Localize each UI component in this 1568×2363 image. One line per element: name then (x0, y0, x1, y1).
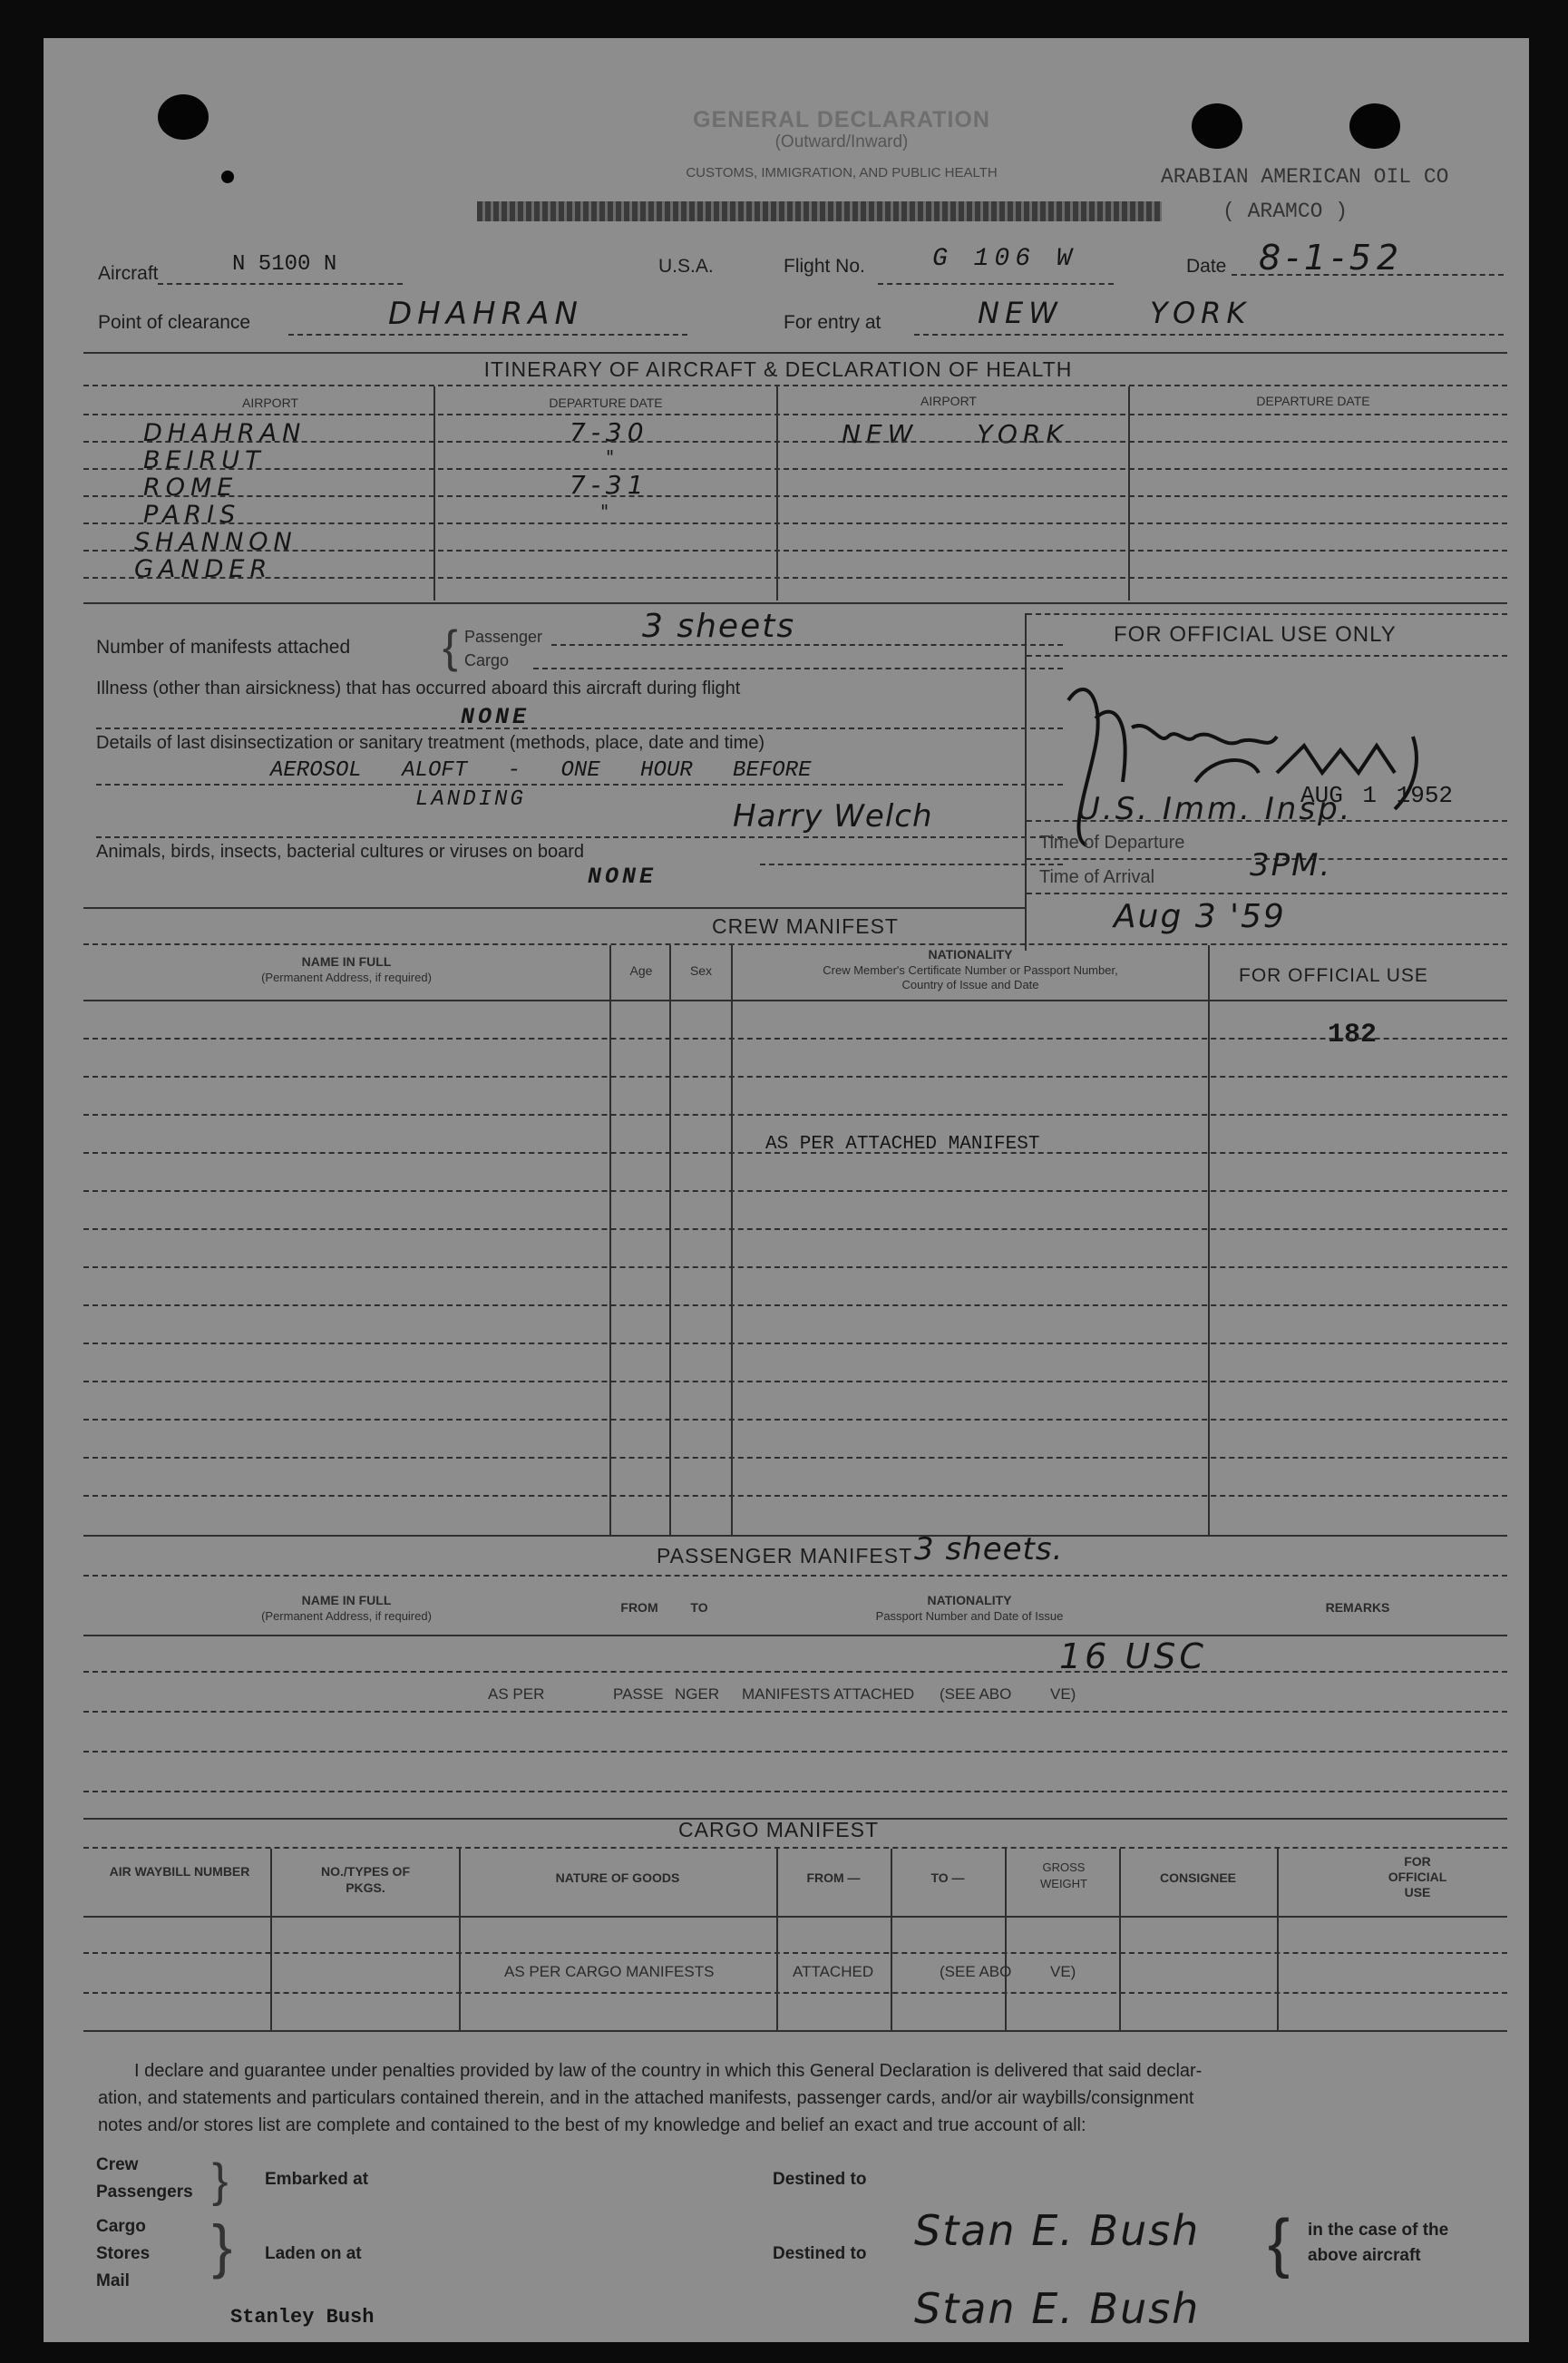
crew-note: AS PER ATTACHED MANIFEST (765, 1134, 1040, 1155)
crew-official-use: FOR OFFICIAL USE (1239, 965, 1428, 986)
aircraft-value: N 5100 N (232, 252, 337, 277)
rule (83, 414, 1507, 415)
crew-col-name-sub: (Permanent Address, if required) (261, 971, 432, 984)
passenger-col-nationality: NATIONALITY (927, 1593, 1012, 1607)
struck-out-line (477, 201, 1162, 221)
rule (83, 1575, 1507, 1577)
decl-crew: Crew (96, 2155, 139, 2174)
cargo-note-2: ATTACHED (793, 1963, 874, 1980)
rule (83, 1751, 1507, 1753)
cargo-col-to: TO — (930, 1870, 965, 1885)
brace: } (212, 2212, 233, 2280)
cargo-col-official: FOR OFFICIAL USE (1388, 1854, 1447, 1899)
crew-col-nationality: NATIONALITY (928, 947, 1013, 962)
form-title: GENERAL DECLARATION (693, 107, 990, 132)
rule (83, 441, 1507, 443)
disinsection-label: Details of last disinsectization or sanitary treatment (methods, place, date and time) (96, 733, 765, 753)
itinerary-col-airport-2: AIRPORT (920, 394, 977, 408)
second-signature: Stan E. Bush (914, 2284, 1201, 2333)
arrival-note: Aug 3 '59 (1114, 898, 1286, 935)
passenger-note-2: PASSE (613, 1685, 664, 1703)
brace: { (443, 621, 458, 672)
rule (1027, 893, 1507, 894)
rule (83, 577, 1507, 579)
punch-hole-left (158, 94, 209, 140)
divider (433, 386, 435, 601)
punch-speck (221, 171, 234, 183)
disinsection-value-2: LANDING (415, 787, 526, 812)
decl-passengers: Passengers (96, 2182, 193, 2202)
divider (1277, 1849, 1279, 2030)
rule (1232, 274, 1504, 276)
departure-label: Time of Departure (1039, 833, 1185, 853)
nationality-value: U.S.A. (658, 256, 714, 277)
rule (83, 1228, 1507, 1230)
rule (760, 864, 1063, 865)
cargo-col-from: FROM — (806, 1870, 861, 1885)
rule (83, 1114, 1507, 1116)
crew-col-nationality-sub-2: Country of Issue and Date (901, 978, 1039, 991)
cargo-title: CARGO MANIFEST (678, 1818, 880, 1841)
crew-col-nationality-sub-1: Crew Member's Certificate Number or Passport Number, (823, 963, 1118, 977)
decl-case-2: above aircraft (1308, 2246, 1421, 2265)
itinerary-airport: SHANNON (134, 528, 297, 556)
crew-col-sex: Sex (689, 963, 713, 978)
manifests-value: 3 sheets (642, 608, 796, 645)
arrival-label: Time of Arrival (1039, 867, 1155, 887)
rule (83, 468, 1507, 470)
captain-signature: Stan E. Bush (914, 2206, 1201, 2255)
itinerary-date: 7-30 (570, 417, 649, 447)
divider (1128, 386, 1130, 601)
cargo-col-goods: NATURE OF GOODS (555, 1870, 680, 1885)
rule (96, 836, 1063, 838)
itinerary-airport: ROME (143, 474, 239, 502)
illness-value: NONE (461, 704, 531, 730)
aircraft-label: Aircraft (98, 263, 159, 284)
decl-case-1: in the case of the (1308, 2221, 1449, 2240)
rule (83, 352, 1507, 354)
cargo-label: Cargo (464, 651, 510, 669)
rule (96, 727, 1063, 729)
stamp-date: AUG 1 1952 (1300, 782, 1454, 809)
cargo-note-4: VE) (1050, 1963, 1076, 1980)
itinerary-airport: PARIS (143, 501, 241, 529)
divider (731, 945, 733, 1535)
typed-name: Stanley Bush (230, 2306, 375, 2329)
rule (83, 1952, 1507, 1954)
rule (551, 644, 1063, 646)
rule (83, 1266, 1507, 1268)
passenger-col-to: TO (690, 1600, 708, 1615)
passenger-note-5: (SEE ABO (940, 1685, 1012, 1703)
divider (609, 945, 611, 1535)
itinerary-title: ITINERARY OF AIRCRAFT & DECLARATION OF HEALTH (483, 357, 1073, 381)
itinerary-col-airport-1: AIRPORT (242, 395, 298, 410)
rule (83, 943, 1507, 945)
rule (1027, 655, 1507, 657)
cargo-note-3: (SEE ABO (940, 1963, 1012, 1980)
animals-value: NONE (588, 864, 657, 890)
flight-label: Flight No. (784, 256, 865, 277)
rule (83, 1076, 1507, 1078)
decl-mail: Mail (96, 2271, 130, 2290)
divider (1005, 1849, 1007, 2030)
rule (83, 1916, 1507, 1918)
rule (83, 1495, 1507, 1497)
form-direction: (Outward/Inward) (774, 132, 909, 151)
rule (533, 668, 1063, 669)
passenger-note-1: AS PER (488, 1685, 545, 1703)
rule (83, 550, 1507, 552)
passenger-title: PASSENGER MANIFEST (657, 1544, 913, 1567)
itinerary-col-departure-1: DEPARTURE DATE (549, 395, 663, 410)
divider (669, 945, 671, 1535)
rule (96, 784, 1063, 786)
company-abbrev: ( ARAMCO ) (1222, 200, 1349, 223)
rule (83, 1419, 1507, 1421)
rule (1027, 613, 1507, 615)
rule (83, 1038, 1507, 1040)
crew-col-age: Age (629, 963, 653, 978)
passenger-col-name-sub: (Permanent Address, if required) (261, 1609, 432, 1623)
rule (83, 2030, 1507, 2032)
entry-value: NEW YORK (978, 296, 1251, 330)
itinerary-airport-right: NEW YORK (842, 419, 1068, 449)
decl-destined-2: Destined to (773, 2244, 867, 2263)
crew-title: CREW MANIFEST (712, 914, 899, 938)
official-number: 182 (1328, 1020, 1378, 1050)
entry-label: For entry at (784, 312, 881, 333)
rule (83, 1381, 1507, 1382)
divider (1208, 945, 1210, 1535)
passenger-col-from: FROM (620, 1600, 658, 1615)
rule (83, 1847, 1507, 1849)
decl-stores: Stores (96, 2244, 151, 2263)
flight-value: G 106 W (932, 245, 1077, 273)
stamp-text: U.S. Imm. Insp. (1077, 791, 1353, 827)
rule (83, 1190, 1507, 1192)
cargo-col-waybill: AIR WAYBILL NUMBER (109, 1864, 250, 1879)
rule (83, 1343, 1507, 1344)
cargo-col-pkgs: NO./TYPES OF PKGS. (320, 1864, 410, 1895)
rule (83, 1000, 1507, 1001)
brace: } (212, 2154, 229, 2207)
rule (83, 1992, 1507, 1994)
rule (83, 1671, 1507, 1673)
decl-embarked: Embarked at (265, 2170, 369, 2189)
disinsection-value-1: AEROSOL ALOFT - ONE HOUR BEFORE (270, 758, 812, 783)
declaration-text-1: I declare and guarantee under penalties provided by law of the country in which this General Declaration is delivered that said declar- (134, 2061, 1203, 2081)
declaration-sheet (44, 38, 1529, 2342)
rule (83, 1304, 1507, 1306)
passenger-note-3: NGER (675, 1685, 720, 1703)
declaration-text-2: ation, and statements and particulars contained therein, and in the attached manifests, passenger cards, and/or air waybills/consignment (98, 2088, 1194, 2108)
crew-col-name: NAME IN FULL (301, 954, 392, 969)
date-value: 8-1-52 (1259, 238, 1405, 278)
cargo-note-1: AS PER CARGO MANIFESTS (504, 1963, 715, 1980)
divider (270, 1849, 272, 2030)
illness-label: Illness (other than airsickness) that has occurred aboard this aircraft during flight (96, 679, 741, 698)
health-signature: Harry Welch (733, 798, 933, 835)
form-agencies: CUSTOMS, IMMIGRATION, AND PUBLIC HEALTH (686, 165, 998, 181)
decl-destined-1: Destined to (773, 2170, 867, 2189)
rule (158, 283, 403, 285)
passenger-note-usc: 16 USC (1059, 1636, 1207, 1676)
itinerary-airport: GANDER (134, 555, 273, 583)
rule (83, 522, 1507, 524)
punch-hole-right-1 (1192, 103, 1242, 149)
passenger-label: Passenger (464, 628, 543, 646)
passenger-col-name: NAME IN FULL (301, 1593, 392, 1607)
clearance-label: Point of clearance (98, 312, 251, 333)
itinerary-airport: DHAHRAN (143, 419, 307, 447)
declaration-text-3: notes and/or stores list are complete and contained to the best of my knowledge and belief an exact and true account of all: (98, 2115, 1086, 2135)
rule (1027, 820, 1507, 822)
passenger-note-4: MANIFESTS ATTACHED (742, 1685, 915, 1703)
rule (878, 283, 1114, 285)
cargo-col-consignee: CONSIGNEE (1159, 1870, 1236, 1885)
rule (83, 1535, 1507, 1537)
decl-cargo: Cargo (96, 2217, 146, 2236)
clearance-value: DHAHRAN (388, 296, 583, 332)
arrival-value: 3PM. (1250, 847, 1332, 884)
date-label: Date (1186, 256, 1227, 277)
passenger-sheets: 3 sheets. (914, 1531, 1064, 1567)
itinerary-date: " (600, 501, 615, 522)
passenger-col-nationality-sub: Passport Number and Date of Issue (875, 1609, 1064, 1623)
cargo-col-weight: GROSS WEIGHT (1040, 1860, 1087, 1890)
brace: { (1268, 2207, 1290, 2280)
official-title: FOR OFFICIAL USE ONLY (1114, 622, 1397, 647)
rule (83, 1791, 1507, 1792)
itinerary-col-departure-2: DEPARTURE DATE (1256, 394, 1370, 408)
divider (776, 386, 778, 601)
rule (83, 1635, 1507, 1636)
passenger-col-remarks: REMARKS (1325, 1600, 1390, 1615)
rule (83, 495, 1507, 497)
rule (83, 385, 1507, 386)
itinerary-date: " (606, 446, 620, 468)
rule (83, 602, 1507, 604)
rule (83, 907, 1027, 909)
rule (83, 1457, 1507, 1459)
rule (288, 334, 687, 336)
company-name: ARABIAN AMERICAN OIL CO (1161, 165, 1449, 189)
rule (83, 1711, 1507, 1713)
punch-hole-right-2 (1349, 103, 1400, 149)
passenger-note-6: VE) (1050, 1685, 1076, 1703)
itinerary-date: 7-31 (570, 470, 649, 500)
animals-label: Animals, birds, insects, bacterial cultures or viruses on board (96, 842, 585, 862)
rule (914, 334, 1504, 336)
itinerary-airport: BEIRUT (143, 446, 266, 474)
decl-laden: Laden on at (265, 2244, 362, 2263)
manifests-label: Number of manifests attached (96, 637, 351, 658)
